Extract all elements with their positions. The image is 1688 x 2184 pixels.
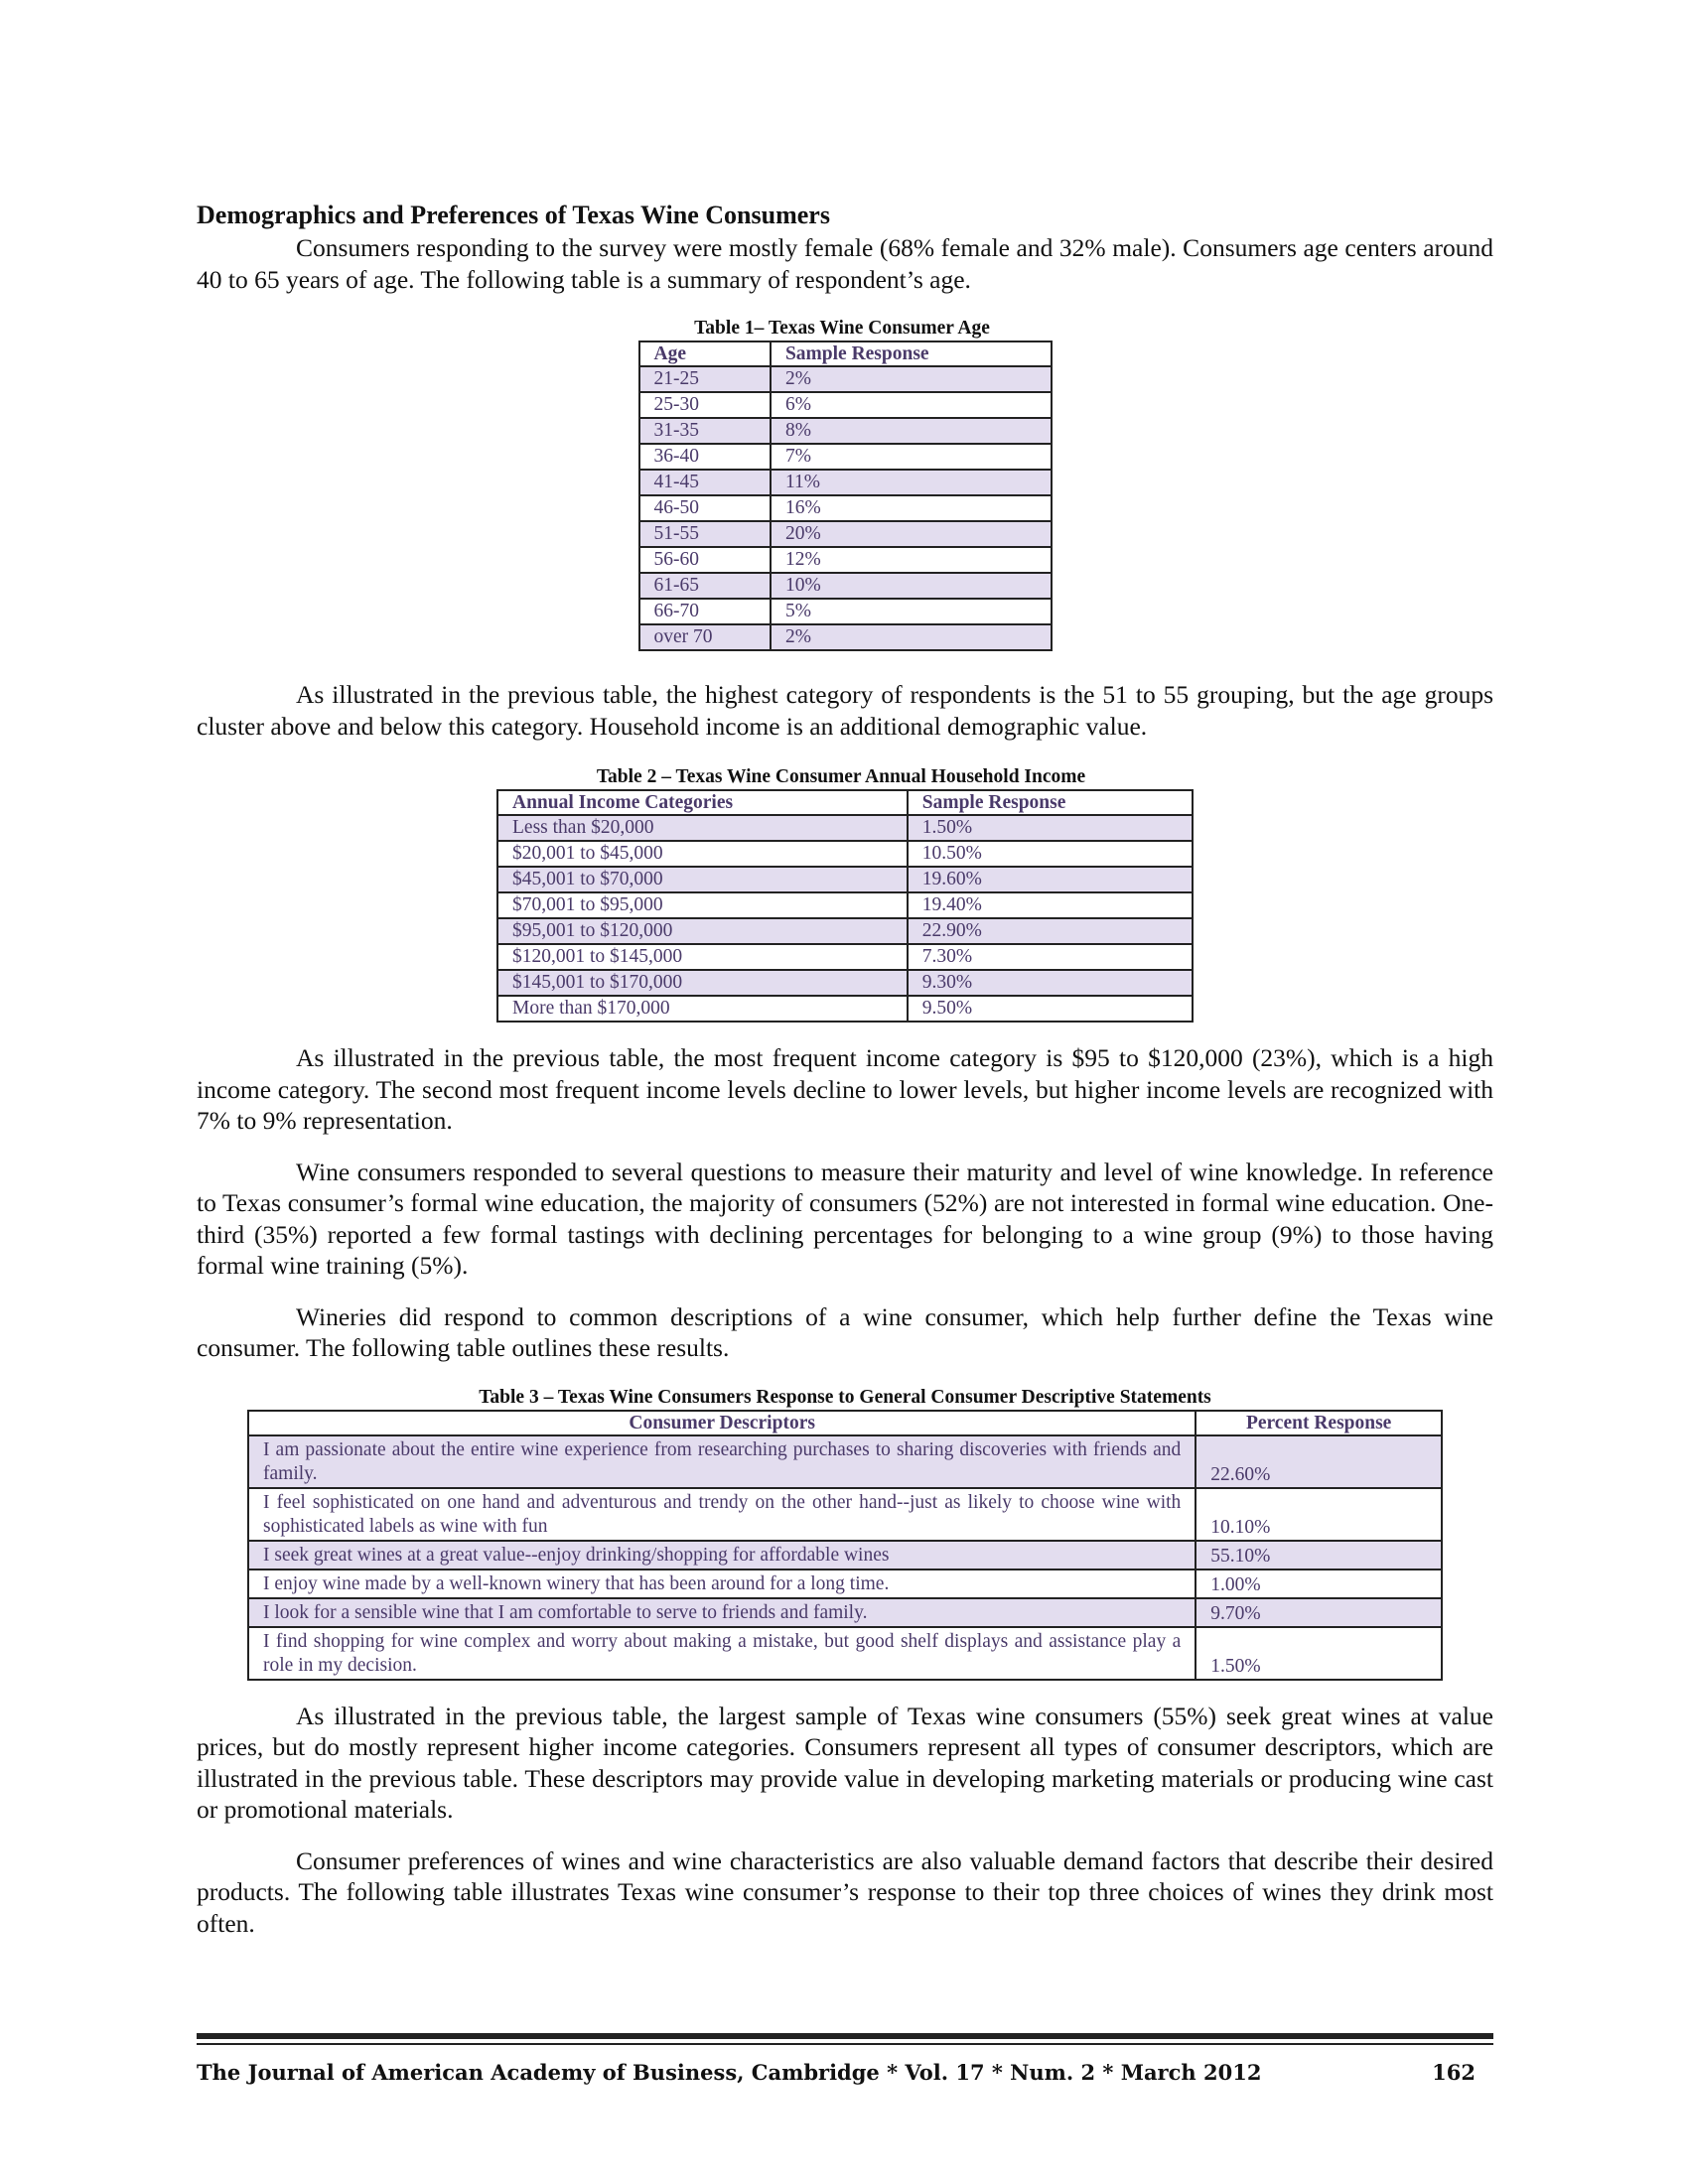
- response-cell: 10.50%: [908, 841, 1193, 867]
- income-cell: Less than $20,000: [497, 815, 908, 841]
- response-cell: 7.30%: [908, 944, 1193, 970]
- descriptor-cell: I find shopping for wine complex and worry about making a mistake, but good shelf displays and assistance play a role in my decision.: [248, 1627, 1196, 1680]
- income-cell: $20,001 to $45,000: [497, 841, 908, 867]
- page-number: 162: [1432, 2060, 1476, 2085]
- paragraph-gender-age: Consumers responding to the survey were mostly female (68% female and 32% male). Consumers age centers around 40 to 65 years of age. The following table is a summary of respondent’s age.: [197, 233, 1493, 294]
- table-row: [248, 1598, 1442, 1627]
- response-cell: 16%: [771, 495, 1052, 521]
- response-cell: 1.50%: [908, 815, 1193, 841]
- table3-caption: Table 3 – Texas Wine Consumers Response to General Consumer Descriptive Statements: [479, 1386, 1211, 1408]
- response-cell: 7%: [771, 444, 1052, 470]
- age-cell: 51-55: [639, 521, 771, 547]
- table1-header-age: Age: [639, 341, 771, 366]
- age-cell: 66-70: [639, 599, 771, 624]
- response-cell: 6%: [771, 392, 1052, 418]
- table-row: [639, 599, 1052, 624]
- response-cell: 11%: [771, 470, 1052, 495]
- table-row: [497, 867, 1193, 892]
- descriptor-cell: I seek great wines at a great value--enjoy drinking/shopping for affordable wines: [248, 1541, 1196, 1570]
- response-cell: 9.50%: [908, 996, 1193, 1022]
- table3-header-row: [248, 1411, 1442, 1435]
- income-cell: $45,001 to $70,000: [497, 867, 908, 892]
- age-cell: 56-60: [639, 547, 771, 573]
- table1-header-row: [639, 341, 1052, 366]
- age-cell: 36-40: [639, 444, 771, 470]
- descriptor-cell: I feel sophisticated on one hand and adventurous and trendy on the other hand--just as likely to choose wine with sophisticated labels as wine with fun: [248, 1488, 1196, 1541]
- percent-cell: 10.10%: [1196, 1488, 1442, 1541]
- paragraph-age-summary: As illustrated in the previous table, the highest category of respondents is the 51 to 55 grouping, but the age groups cluster above and below this category. Household income is an additional demographic value.: [197, 680, 1493, 741]
- table2-header-income: Annual Income Categories: [497, 790, 908, 815]
- age-cell: 21-25: [639, 366, 771, 392]
- paragraph-income-summary: As illustrated in the previous table, the most frequent income category is $95 to $120,000 (23%), which is a high income category. The second most frequent income levels decline to lower levels, but higher income levels are recognized with 7% to 9% representation.: [197, 1043, 1493, 1135]
- percent-cell: 22.60%: [1196, 1435, 1442, 1488]
- age-cell: 61-65: [639, 573, 771, 599]
- paragraph-wine-education: Wine consumers responded to several questions to measure their maturity and level of wine knowledge. In reference to Texas consumer’s formal wine education, the majority of consumers (52%) are not interested in formal wine education. One-third (35%) reported a few formal tastings with declining percentages for belonging to a wine group (9%) to those having formal wine training (5%).: [197, 1157, 1493, 1280]
- response-cell: 22.90%: [908, 918, 1193, 944]
- table-row: [497, 841, 1193, 867]
- table-row: [248, 1570, 1442, 1598]
- table2-caption: Table 2 – Texas Wine Consumer Annual Household Income: [596, 766, 1086, 787]
- response-cell: 10%: [771, 573, 1052, 599]
- table-row: [497, 996, 1193, 1022]
- table3: [247, 1410, 1443, 1681]
- response-cell: 2%: [771, 366, 1052, 392]
- percent-cell: 9.70%: [1196, 1598, 1442, 1627]
- age-cell: 31-35: [639, 418, 771, 444]
- footer-rule-thick: [197, 2033, 1493, 2039]
- paragraph-preferences-intro: Consumer preferences of wines and wine characteristics are also valuable demand factors that describe their desired products. The following table illustrates Texas wine consumer’s response to their top three choices of wines they drink most often.: [197, 1845, 1493, 1938]
- table-row: [639, 366, 1052, 392]
- percent-cell: 55.10%: [1196, 1541, 1442, 1570]
- response-cell: 19.40%: [908, 892, 1193, 918]
- journal-citation: The Journal of American Academy of Business, Cambridge * Vol. 17 * Num. 2 * March 2012: [197, 2060, 1262, 2085]
- table-row: [639, 470, 1052, 495]
- age-cell: 25-30: [639, 392, 771, 418]
- percent-cell: 1.00%: [1196, 1570, 1442, 1598]
- income-cell: More than $170,000: [497, 996, 908, 1022]
- table1-caption: Table 1– Texas Wine Consumer Age: [694, 318, 990, 339]
- table2: [496, 789, 1194, 1023]
- income-cell: $120,001 to $145,000: [497, 944, 908, 970]
- percent-cell: 1.50%: [1196, 1627, 1442, 1680]
- table-row: [639, 495, 1052, 521]
- table-row: [248, 1541, 1442, 1570]
- response-cell: 20%: [771, 521, 1052, 547]
- table2-header-row: [497, 790, 1193, 815]
- table-row: [248, 1435, 1442, 1488]
- table2-header-response: Sample Response: [908, 790, 1193, 815]
- age-cell: over 70: [639, 624, 771, 650]
- table-row: [639, 624, 1052, 650]
- table-row: [639, 573, 1052, 599]
- table-row: [248, 1488, 1442, 1541]
- table-row: [497, 970, 1193, 996]
- table-row: [497, 892, 1193, 918]
- table1: [638, 341, 1053, 651]
- page-content: [197, 199, 1493, 1939]
- response-cell: 12%: [771, 547, 1052, 573]
- table-row: [639, 392, 1052, 418]
- table-row: [639, 444, 1052, 470]
- income-cell: $95,001 to $120,000: [497, 918, 908, 944]
- table-row: [497, 944, 1193, 970]
- response-cell: 5%: [771, 599, 1052, 624]
- paragraph-descriptors-intro: Wineries did respond to common descriptions of a wine consumer, which help further define the Texas wine consumer. The following table outlines these results.: [197, 1301, 1493, 1362]
- age-cell: 46-50: [639, 495, 771, 521]
- descriptor-cell: I am passionate about the entire wine experience from researching purchases to sharing discoveries with friends and family.: [248, 1435, 1196, 1488]
- table3-header-descriptor: Consumer Descriptors: [248, 1411, 1196, 1435]
- table2-block: [197, 765, 1493, 1023]
- section-heading: Demographics and Preferences of Texas Wine Consumers: [197, 201, 830, 229]
- table-row: [639, 418, 1052, 444]
- table1-block: [197, 317, 1493, 651]
- table-row: [497, 815, 1193, 841]
- response-cell: 2%: [771, 624, 1052, 650]
- income-cell: $145,001 to $170,000: [497, 970, 908, 996]
- footer-rule-thin: [197, 2043, 1493, 2045]
- table3-block: [197, 1386, 1493, 1681]
- descriptor-cell: I look for a sensible wine that I am comfortable to serve to friends and family.: [248, 1598, 1196, 1627]
- response-cell: 9.30%: [908, 970, 1193, 996]
- paragraph-descriptors-summary: As illustrated in the previous table, the largest sample of Texas wine consumers (55%) seek great wines at value prices, but do mostly represent higher income categories. Consumers represent all types of consumer descriptors, which are illustrated in the previous table. These descriptors may provide value in developing marketing materials or producing wine cast or promotional materials.: [197, 1701, 1493, 1824]
- age-cell: 41-45: [639, 470, 771, 495]
- table1-header-response: Sample Response: [771, 341, 1052, 366]
- descriptor-cell: I enjoy wine made by a well-known winery that has been around for a long time.: [248, 1570, 1196, 1598]
- table3-header-percent: Percent Response: [1196, 1411, 1442, 1435]
- income-cell: $70,001 to $95,000: [497, 892, 908, 918]
- table-row: [639, 521, 1052, 547]
- response-cell: 8%: [771, 418, 1052, 444]
- response-cell: 19.60%: [908, 867, 1193, 892]
- table-row: [248, 1627, 1442, 1680]
- table-row: [497, 918, 1193, 944]
- table-row: [639, 547, 1052, 573]
